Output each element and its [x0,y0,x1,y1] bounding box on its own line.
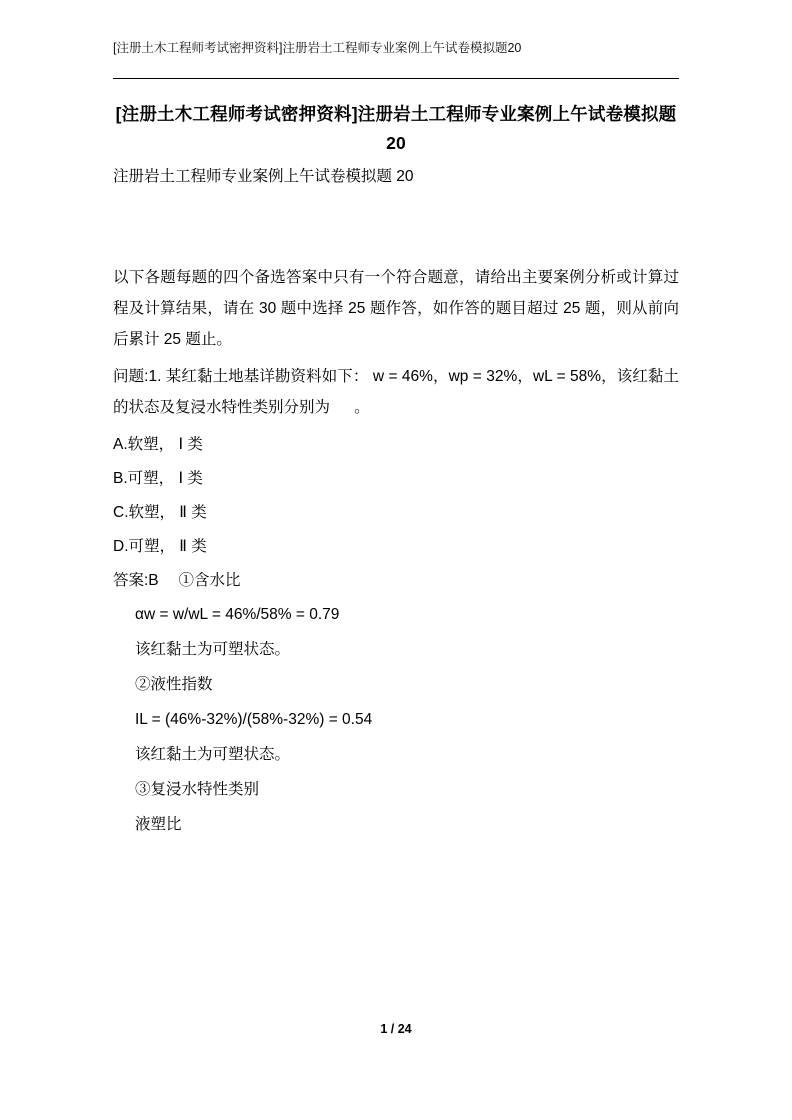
document-content [113,100,679,844]
solution-line-7: 液塑比 [135,816,182,834]
spacer [113,190,679,262]
option-c: C.软塑， Ⅱ 类 [113,504,207,522]
page-number: 1 / 24 [380,1022,412,1036]
header-divider [113,78,679,79]
answer-line: 答案:B ①含水比 [113,572,241,590]
solution-line-1: αw = w/wL = 46%/58% = 0.79 [135,606,340,624]
solution-line-6: ③复浸水特性类别 [135,781,260,799]
option-b: B.可塑， Ⅰ 类 [113,470,203,488]
option-d: D.可塑， Ⅱ 类 [113,538,207,556]
solution-line-3: ②液性指数 [135,676,213,694]
solution-line-4: IL = (46%-32%)/(58%-32%) = 0.54 [135,711,373,729]
solution-line-2: 该红黏土为可塑状态。 [135,641,291,659]
question-text: 问题:1. 某红黏土地基详勘资料如下： w = 46%，wp = 32%，wL = 58%，该红黏土的状态及复浸水特性类别分别为 。 [113,368,679,417]
instruction-paragraph: 以下各题每题的四个备选答案中只有一个符合题意，请给出主要案例分析或计算过程及计算结果，请在 30 题中选择 25 题作答，如作答的题目超过 25 题，则从前向后累计 25 题止。 [113,269,679,349]
document-subtitle: 注册岩土工程师专业案例上午试卷模拟题 20 [113,167,414,185]
page-title: [注册土木工程师考试密押资料]注册岩土工程师专业案例上午试卷模拟题20 [115,104,677,153]
solution-line-5: 该红黏土为可塑状态。 [135,746,291,764]
option-a: A.软塑， Ⅰ 类 [113,436,203,454]
running-header: [注册土木工程师考试密押资料]注册岩土工程师专业案例上午试卷模拟题20 [113,41,522,55]
